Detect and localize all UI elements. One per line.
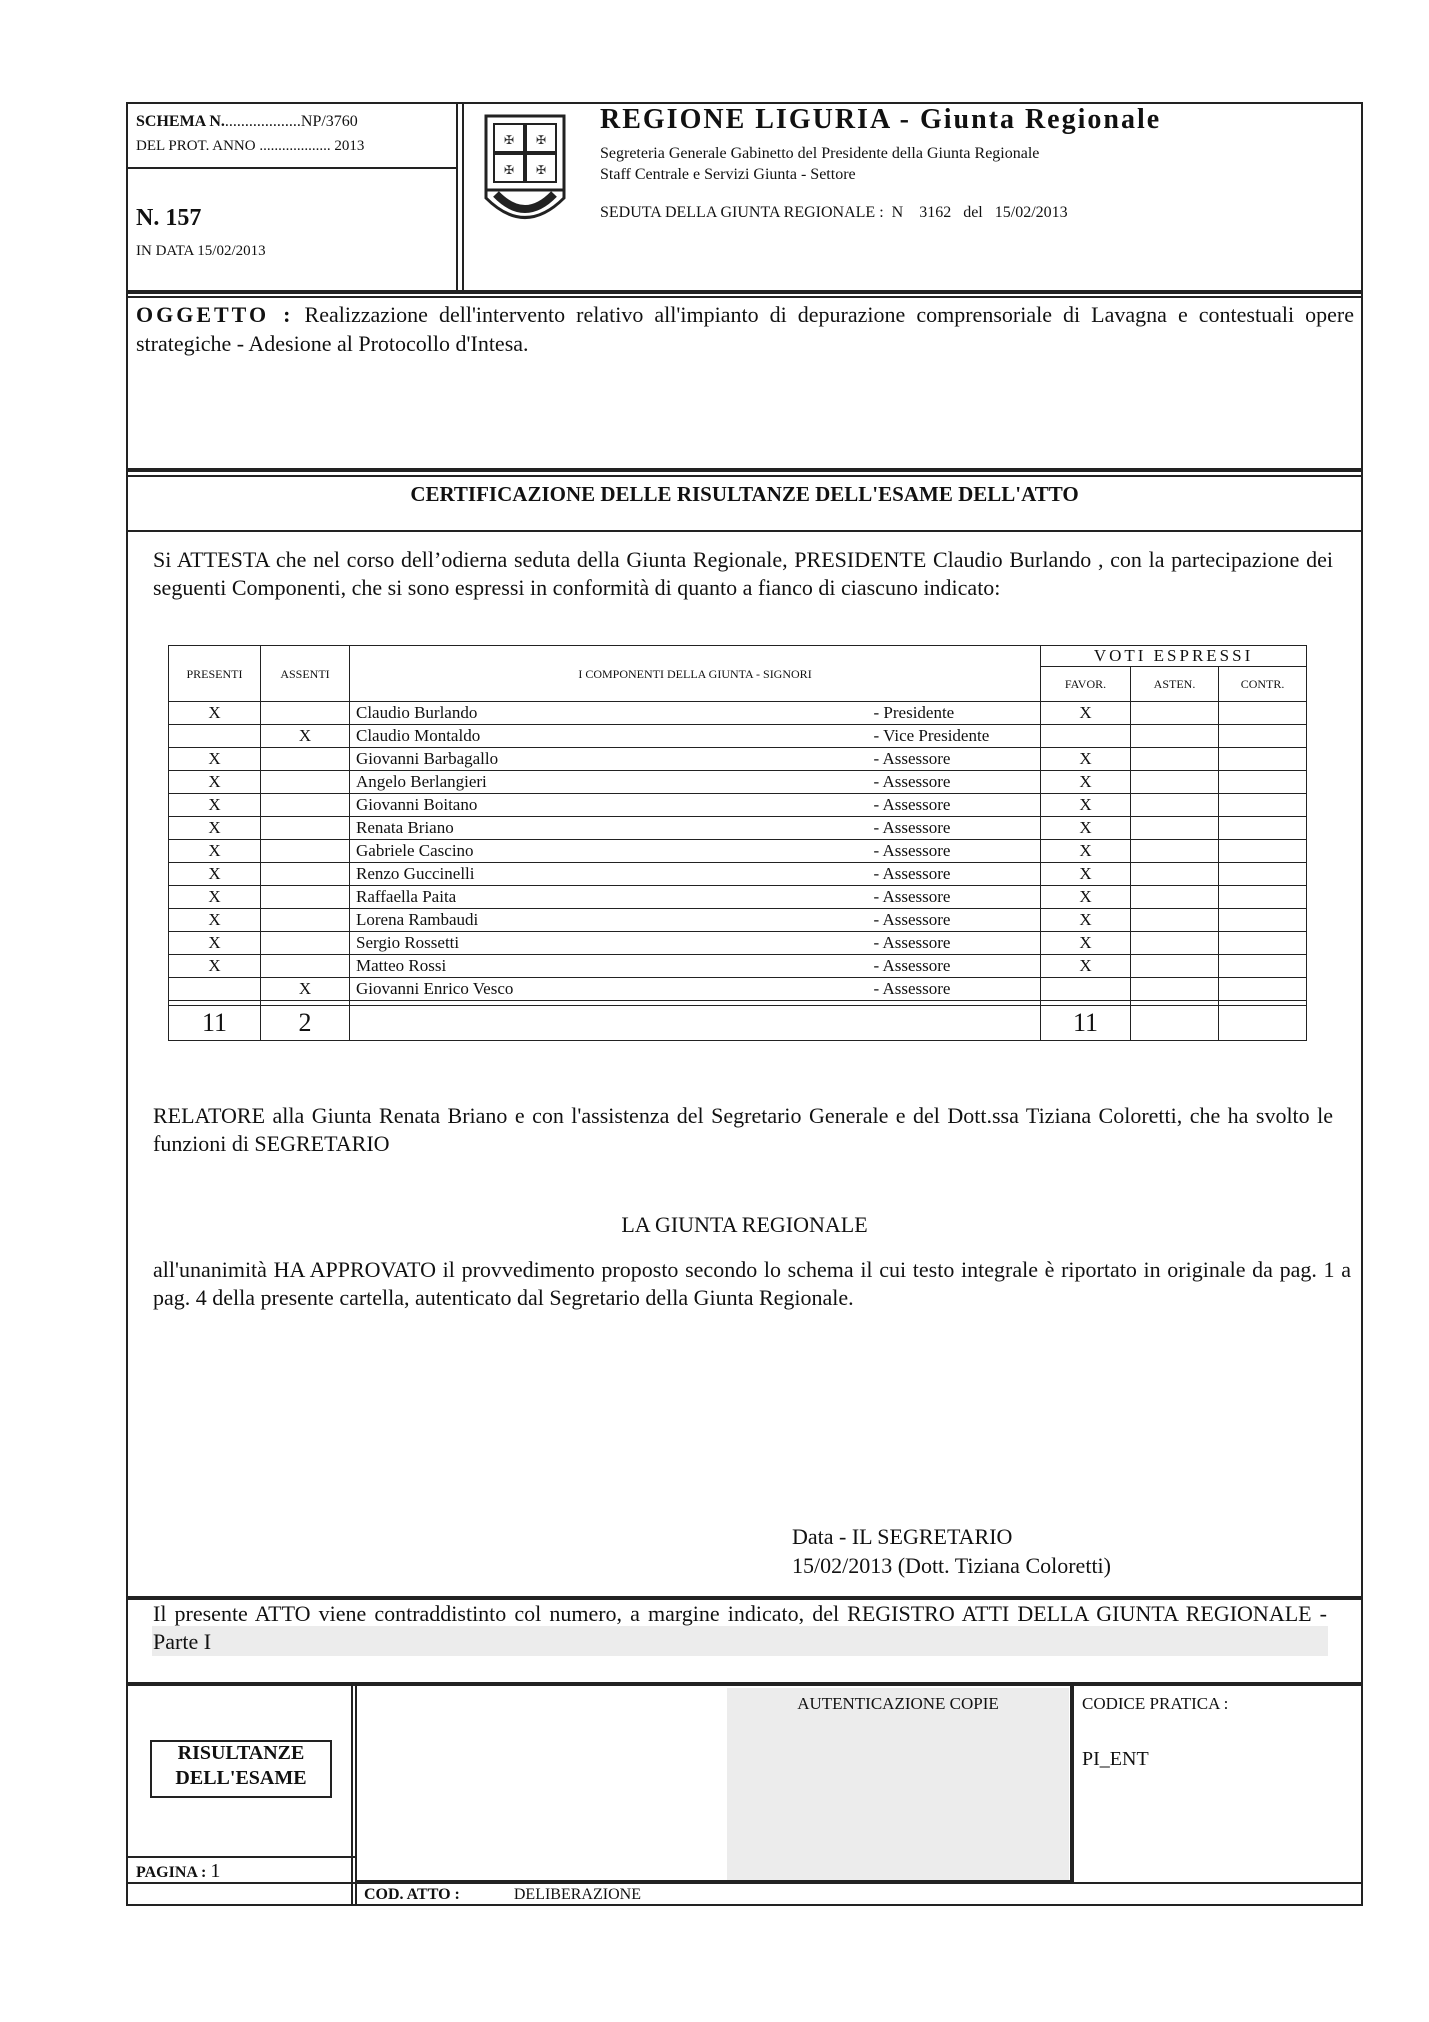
row-contr <box>1219 794 1307 817</box>
body-top-rule <box>126 475 1363 477</box>
row-favor: X <box>1041 748 1131 771</box>
row-asten <box>1131 863 1219 886</box>
schema-line <box>136 113 358 131</box>
cod-atto <box>364 1886 641 1904</box>
cert-title: CERTIFICAZIONE DELLE RISULTANZE DELL'ESAME DELL'ATTO <box>410 482 1079 506</box>
col-contr-header: CONTR. <box>1219 667 1307 702</box>
row-contr <box>1219 771 1307 794</box>
total-asten <box>1131 1006 1219 1041</box>
table-row <box>169 748 1307 771</box>
total-presenti: 11 <box>169 1006 261 1041</box>
row-contr <box>1219 702 1307 725</box>
row-contr <box>1219 840 1307 863</box>
row-role: - Assessore <box>868 978 1041 1001</box>
total-spacer <box>350 1006 1041 1041</box>
row-role: - Assessore <box>868 909 1041 932</box>
row-presente: X <box>169 702 261 725</box>
number-value: 157 <box>165 205 202 231</box>
footer-divider-2 <box>1072 1684 1074 1884</box>
schema-label: SCHEMA N. <box>136 113 225 130</box>
row-assente: X <box>261 725 350 748</box>
row-name: Claudio Burlando <box>350 702 868 725</box>
row-presente: X <box>169 886 261 909</box>
row-assente <box>261 817 350 840</box>
region-crest-icon <box>482 112 568 224</box>
risultanze-line2: DELL'ESAME <box>175 1767 307 1789</box>
row-presente: X <box>169 955 261 978</box>
col-assenti-header: ASSENTI <box>261 646 350 702</box>
row-contr <box>1219 978 1307 1001</box>
table-row <box>169 725 1307 748</box>
row-name: Giovanni Enrico Vesco <box>350 978 868 1001</box>
row-role: - Assessore <box>868 794 1041 817</box>
row-favor: X <box>1041 909 1131 932</box>
svg-text:✠: ✠ <box>503 133 515 147</box>
date-label: IN DATA <box>136 243 194 259</box>
row-role: - Assessore <box>868 817 1041 840</box>
svg-text:✠: ✠ <box>535 163 547 177</box>
votes-table <box>168 645 1307 1041</box>
signature-line2: 15/02/2013 (Dott. Tiziana Coloretti) <box>792 1553 1111 1578</box>
row-presente: X <box>169 771 261 794</box>
row-presente: X <box>169 932 261 955</box>
seduta-del: del <box>963 204 983 221</box>
row-favor: X <box>1041 702 1131 725</box>
row-role: - Assessore <box>868 771 1041 794</box>
row-presente: X <box>169 909 261 932</box>
codice-label: CODICE PRATICA : <box>1082 1694 1229 1713</box>
prot-label: DEL PROT. ANNO <box>136 138 256 154</box>
col-presenti-header: PRESENTI <box>169 646 261 702</box>
footer-divider-1 <box>351 1684 353 1906</box>
row-assente <box>261 863 350 886</box>
office-line1: Segreteria Generale Gabinetto del Presidente della Giunta Regionale <box>600 145 1040 162</box>
row-role: - Vice Presidente <box>868 725 1041 748</box>
row-asten <box>1131 886 1219 909</box>
table-row <box>169 978 1307 1001</box>
total-contr <box>1219 1006 1307 1041</box>
row-presente <box>169 978 261 1001</box>
row-contr <box>1219 725 1307 748</box>
table-row <box>169 817 1307 840</box>
row-assente <box>261 748 350 771</box>
row-asten <box>1131 909 1219 932</box>
table-row <box>169 955 1307 978</box>
row-asten <box>1131 817 1219 840</box>
total-favor: 11 <box>1041 1006 1131 1041</box>
header-divider <box>456 102 458 292</box>
row-contr <box>1219 955 1307 978</box>
row-role: - Assessore <box>868 748 1041 771</box>
row-favor <box>1041 725 1131 748</box>
col-favor-header: FAVOR. <box>1041 667 1131 702</box>
codice-value: PI_ENT <box>1082 1748 1149 1770</box>
col-voti-header: VOTI ESPRESSI <box>1041 646 1307 667</box>
row-asten <box>1131 840 1219 863</box>
row-name: Gabriele Cascino <box>350 840 868 863</box>
table-row <box>169 932 1307 955</box>
row-name: Angelo Berlangieri <box>350 771 868 794</box>
row-asten <box>1131 702 1219 725</box>
row-favor: X <box>1041 771 1131 794</box>
row-assente <box>261 909 350 932</box>
row-assente <box>261 771 350 794</box>
pagina <box>136 1860 220 1883</box>
signature-line1: Data - IL SEGRETARIO <box>792 1524 1013 1549</box>
row-role: - Assessore <box>868 932 1041 955</box>
row-assente <box>261 955 350 978</box>
svg-text:✠: ✠ <box>535 133 547 147</box>
row-asten <box>1131 794 1219 817</box>
seduta-n-label: N <box>891 204 904 221</box>
row-presente: X <box>169 794 261 817</box>
oggetto-text: Realizzazione dell'intervento relativo all'impianto di depurazione comprensoriale di Lavagna e contestuali opere strategiche - Adesione al Protocollo d'Intesa. <box>136 302 1355 356</box>
autenticazione-label: AUTENTICAZIONE COPIE <box>797 1694 999 1713</box>
table-row <box>169 863 1307 886</box>
prot-line <box>136 138 364 155</box>
row-favor: X <box>1041 863 1131 886</box>
total-assenti: 2 <box>261 1006 350 1041</box>
table-row <box>169 886 1307 909</box>
header-divider-2 <box>462 102 464 292</box>
row-name: Giovanni Boitano <box>350 794 868 817</box>
row-assente <box>261 794 350 817</box>
date-value: 15/02/2013 <box>197 243 266 259</box>
risultanze-line1: RISULTANZE <box>177 1742 305 1764</box>
row-favor: X <box>1041 794 1131 817</box>
row-role: - Presidente <box>868 702 1041 725</box>
seduta-line <box>600 204 1068 222</box>
col-asten-header: ASTEN. <box>1131 667 1219 702</box>
row-name: Giovanni Barbagallo <box>350 748 868 771</box>
cod-atto-value: DELIBERAZIONE <box>513 1886 641 1903</box>
row-contr <box>1219 932 1307 955</box>
cod-atto-label: COD. ATTO : <box>364 1886 460 1903</box>
row-contr <box>1219 863 1307 886</box>
pagina-rule <box>126 1856 355 1858</box>
row-name: Matteo Rossi <box>350 955 868 978</box>
table-row <box>169 909 1307 932</box>
row-asten <box>1131 955 1219 978</box>
row-presente: X <box>169 748 261 771</box>
row-name: Renzo Guccinelli <box>350 863 868 886</box>
row-name: Claudio Montaldo <box>350 725 868 748</box>
schema-value: NP/3760 <box>300 113 358 130</box>
oggetto-block <box>136 300 1354 358</box>
table-row <box>169 771 1307 794</box>
row-name: Sergio Rossetti <box>350 932 868 955</box>
footer-bottom-rule <box>126 1882 1363 1884</box>
row-name: Raffaella Paita <box>350 886 868 909</box>
row-presente: X <box>169 863 261 886</box>
number-label: N. <box>136 205 160 231</box>
row-contr <box>1219 748 1307 771</box>
row-asten <box>1131 748 1219 771</box>
row-favor: X <box>1041 932 1131 955</box>
row-favor: X <box>1041 817 1131 840</box>
row-favor: X <box>1041 886 1131 909</box>
row-presente <box>169 725 261 748</box>
region-title: REGIONE LIGURIA - Giunta Regionale <box>600 104 1162 135</box>
row-name: Lorena Rambaudi <box>350 909 868 932</box>
pagina-label: PAGINA : <box>136 1864 207 1881</box>
pagina-value: 1 <box>210 1860 221 1882</box>
cert-title-rule <box>126 530 1363 532</box>
seduta-date: 15/02/2013 <box>994 204 1068 221</box>
header-left-rule <box>126 167 456 169</box>
cert-intro: Si ATTESTA che nel corso dell’odierna seduta della Giunta Regionale, PRESIDENTE Claudio Burlando , con la partecipazione dei seguenti Componenti, che si sono espressi in conformità di quanto a fianco di ciascuno indicato: <box>153 547 1333 600</box>
row-assente <box>261 702 350 725</box>
oggetto-top-rule <box>126 296 1363 298</box>
row-role: - Assessore <box>868 863 1041 886</box>
approval-text: all'unanimità HA APPROVATO il provvedimento proposto secondo lo schema il cui testo integrale è riportato in originale da pag. 1 a pag. 4 della presente cartella, autenticato dal Segretario della Giunta Regionale. <box>153 1257 1351 1310</box>
row-asten <box>1131 725 1219 748</box>
svg-text:✠: ✠ <box>503 163 515 177</box>
row-role: - Assessore <box>868 886 1041 909</box>
table-row <box>169 840 1307 863</box>
seduta-label: SEDUTA DELLA GIUNTA REGIONALE : <box>600 204 884 221</box>
row-favor: X <box>1041 840 1131 863</box>
row-assente: X <box>261 978 350 1001</box>
row-contr <box>1219 886 1307 909</box>
row-asten <box>1131 771 1219 794</box>
row-role: - Assessore <box>868 955 1041 978</box>
col-componenti-header: I COMPONENTI DELLA GIUNTA - SIGNORI <box>350 646 1041 702</box>
row-assente <box>261 932 350 955</box>
oggetto-label: OGGETTO : <box>136 302 294 327</box>
giunta-heading: LA GIUNTA REGIONALE <box>621 1212 868 1237</box>
registro-text: Il presente ATTO viene contraddistinto col numero, a margine indicato, del REGISTRO ATTI DELLA GIUNTA REGIONALE - Parte I <box>153 1601 1327 1654</box>
row-favor: X <box>1041 955 1131 978</box>
row-assente <box>261 840 350 863</box>
table-row <box>169 794 1307 817</box>
table-row <box>169 702 1307 725</box>
office-line2: Staff Centrale e Servizi Giunta - Settore <box>600 166 856 183</box>
row-asten <box>1131 932 1219 955</box>
row-role: - Assessore <box>868 840 1041 863</box>
row-favor <box>1041 978 1131 1001</box>
row-asten <box>1131 978 1219 1001</box>
row-name: Renata Briano <box>350 817 868 840</box>
row-presente: X <box>169 817 261 840</box>
act-number <box>136 205 201 232</box>
schema-dots: ................... <box>224 113 301 130</box>
row-contr <box>1219 909 1307 932</box>
relatore-text: RELATORE alla Giunta Renata Briano e con l'assistenza del Segretario Generale e del Dott.ssa Tiziana Coloretti, che ha svolto le funzioni di SEGRETARIO <box>153 1103 1333 1156</box>
prot-value: 2013 <box>334 138 365 154</box>
row-assente <box>261 886 350 909</box>
row-presente: X <box>169 840 261 863</box>
seduta-number: 3162 <box>919 204 952 221</box>
prot-dots: ................... <box>259 138 331 154</box>
act-date <box>136 243 266 260</box>
row-contr <box>1219 817 1307 840</box>
